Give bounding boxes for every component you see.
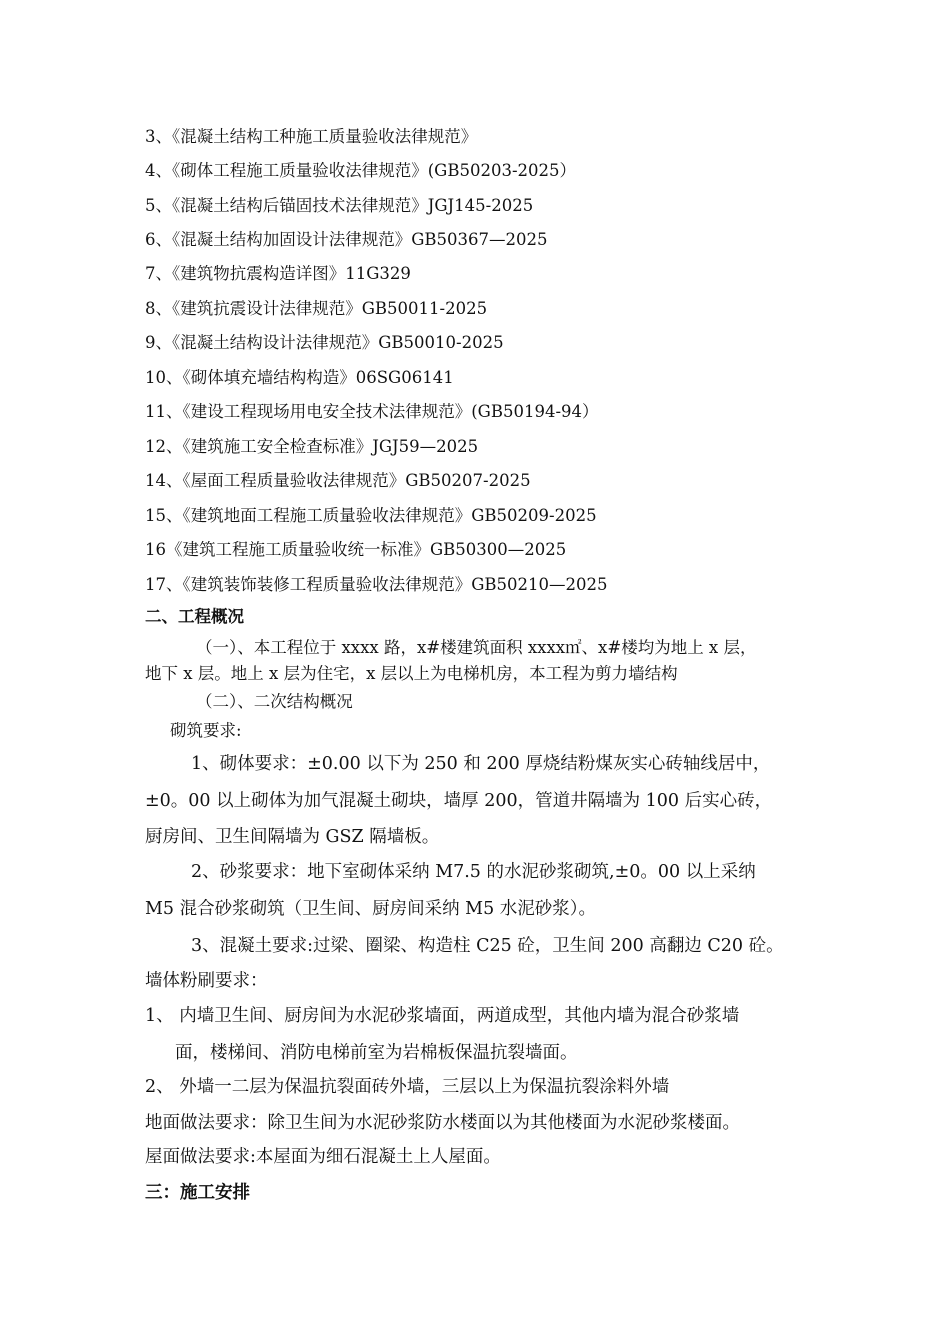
plastering-item-1-line1: 1、 内墙卫生间、厨房间为水泥砂浆墙面，两道成型，其他内墙为混合砂浆墙 bbox=[145, 1006, 740, 1026]
masonry-requirement-1-line1: 1、砌体要求：±0.00 以下为 250 和 200 厚烧结粉煤灰实心砖轴线居中， bbox=[191, 754, 771, 774]
mortar-requirement-line2: M5 混合砂浆砌筑（卫生间、厨房间采纳 M5 水泥砂浆）。 bbox=[145, 899, 597, 919]
plastering-item-2: 2、 外墙一二层为保温抗裂面砖外墙，三层以上为保温抗裂涂料外墙 bbox=[145, 1077, 670, 1097]
plastering-requirements-heading: 墙体粉刷要求： bbox=[145, 971, 268, 991]
overview-paragraph-line2: 地下 x 层。地上 x 层为住宅，x 层以上为电梯机房，本工程为剪力墙结构 bbox=[145, 664, 678, 683]
reference-item-7: 7、《建筑物抗震构造详图》11G329 bbox=[145, 264, 411, 283]
reference-item-6: 6、《混凝土结构加固设计法律规范》GB50367—2025 bbox=[145, 230, 548, 249]
overview-paragraph-line1: （一）、本工程位于 xxxx 路，x#楼建筑面积 xxxx㎡、x#楼均为地上 x 层， bbox=[196, 638, 757, 657]
section-heading-construction-arrangement: 三：施工安排 bbox=[145, 1183, 250, 1203]
reference-item-12: 12、《建筑施工安全检查标准》JGJ59—2025 bbox=[145, 437, 479, 456]
reference-item-8: 8、《建筑抗震设计法律规范》GB50011-2025 bbox=[145, 299, 488, 318]
reference-item-11: 11、《建设工程现场用电安全技术法律规范》(GB50194-94） bbox=[145, 402, 599, 421]
reference-item-14: 14、《屋面工程质量验收法律规范》GB50207-2025 bbox=[145, 471, 531, 490]
reference-item-9: 9、《混凝土结构设计法律规范》GB50010-2025 bbox=[145, 333, 504, 352]
concrete-requirement: 3、混凝土要求:过梁、圈梁、构造柱 C25 砼，卫生间 200 高翻边 C20 砼。 bbox=[191, 936, 784, 956]
plastering-item-1-line2: 面，楼梯间、消防电梯前室为岩棉板保温抗裂墙面。 bbox=[175, 1043, 578, 1063]
reference-item-17: 17、《建筑装饰装修工程质量验收法律规范》GB50210—2025 bbox=[145, 575, 608, 594]
secondary-structure-heading: （二）、二次结构概况 bbox=[196, 692, 353, 711]
section-heading-overview: 二、工程概况 bbox=[145, 607, 244, 626]
reference-item-16: 16《建筑工程施工质量验收统一标准》GB50300—2025 bbox=[145, 540, 567, 559]
mortar-requirement-line1: 2、砂浆要求：地下室砌体采纳 M7.5 的水泥砂浆砌筑,±0。00 以上采纳 bbox=[191, 862, 756, 882]
floor-requirements: 地面做法要求：除卫生间为水泥砂浆防水楼面以为其他楼面为水泥砂浆楼面。 bbox=[145, 1113, 740, 1133]
reference-item-3: 3、《混凝土结构工种施工质量验收法律规范》 bbox=[145, 127, 478, 146]
reference-item-15: 15、《建筑地面工程施工质量验收法律规范》GB50209-2025 bbox=[145, 506, 597, 525]
masonry-requirement-1-line3: 厨房间、卫生间隔墙为 GSZ 隔墙板。 bbox=[145, 827, 440, 847]
masonry-requirements-heading: 砌筑要求: bbox=[170, 721, 242, 740]
reference-item-5: 5、《混凝土结构后锚固技术法律规范》JGJ145-2025 bbox=[145, 196, 534, 215]
roof-requirements: 屋面做法要求:本屋面为细石混凝土上人屋面。 bbox=[145, 1147, 501, 1167]
masonry-requirement-1-line2: ±0。00 以上砌体为加气混凝土砌块，墙厚 200，管道井隔墙为 100 后实心砖， bbox=[145, 791, 773, 811]
reference-item-4: 4、《砌体工程施工质量验收法律规范》(GB50203-2025） bbox=[145, 161, 577, 180]
reference-item-10: 10、《砌体填充墙结构构造》06SG06141 bbox=[145, 368, 454, 387]
